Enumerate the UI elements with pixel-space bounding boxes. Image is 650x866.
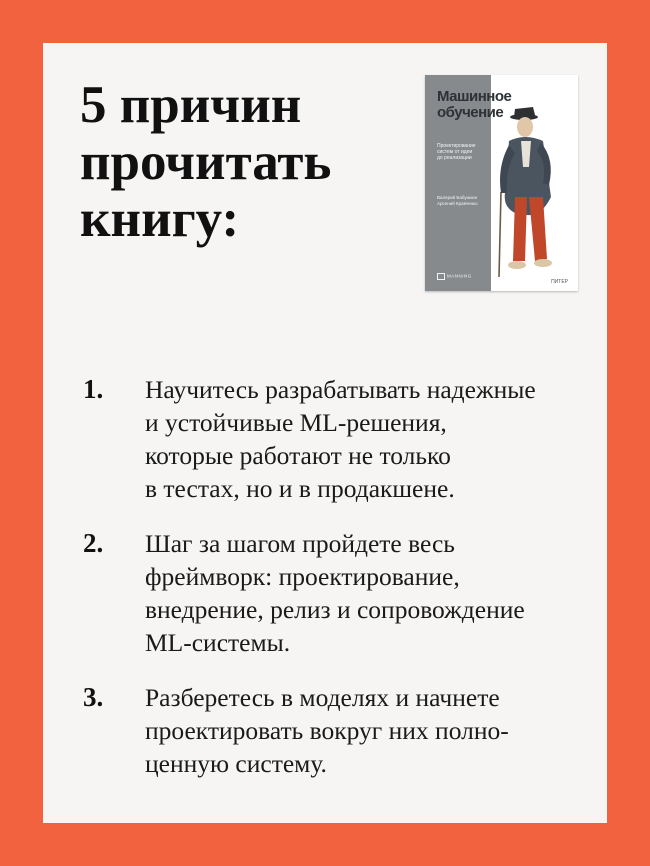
title-line: прочитать [80,133,332,191]
list-item [83,527,583,659]
page-title [80,77,380,248]
content-card [43,43,607,823]
list-item-text: Шаг за шагом пройдете весь фреймворк: проектирование, внедрение, релиз и сопровождение ML-системы. [145,529,525,657]
book-title: Машинное обучение [437,88,512,121]
book-subtitle: Проектирование систем от идеи до реализации [437,143,476,161]
publisher-corner-mark: ПИТЕР [551,279,568,285]
book-authors: Валерий Бабушкин Арсений Кравченко [437,195,478,206]
publisher-mark-icon [437,273,445,280]
list-item-number: 3. [83,682,104,712]
list-item-number: 2. [83,528,104,558]
title-line: книгу: [80,190,240,248]
title-line: 5 причин [80,76,302,134]
publisher-logo: MANNING [437,273,472,280]
list-item-number: 1. [83,374,104,404]
book-cover [425,75,578,291]
cover-illustration-figure [481,97,573,287]
list-item-text: Разберетесь в моделях и начнете проектировать вокруг них полно- ценную систему. [145,683,509,778]
list-item [83,681,583,780]
list-item [83,373,583,505]
list-item-text: Научитесь разрабатывать надежные и устойчивые ML-решения, которые работают не только в тестах, но и в продакшене. [145,375,536,503]
reasons-list [83,373,583,802]
